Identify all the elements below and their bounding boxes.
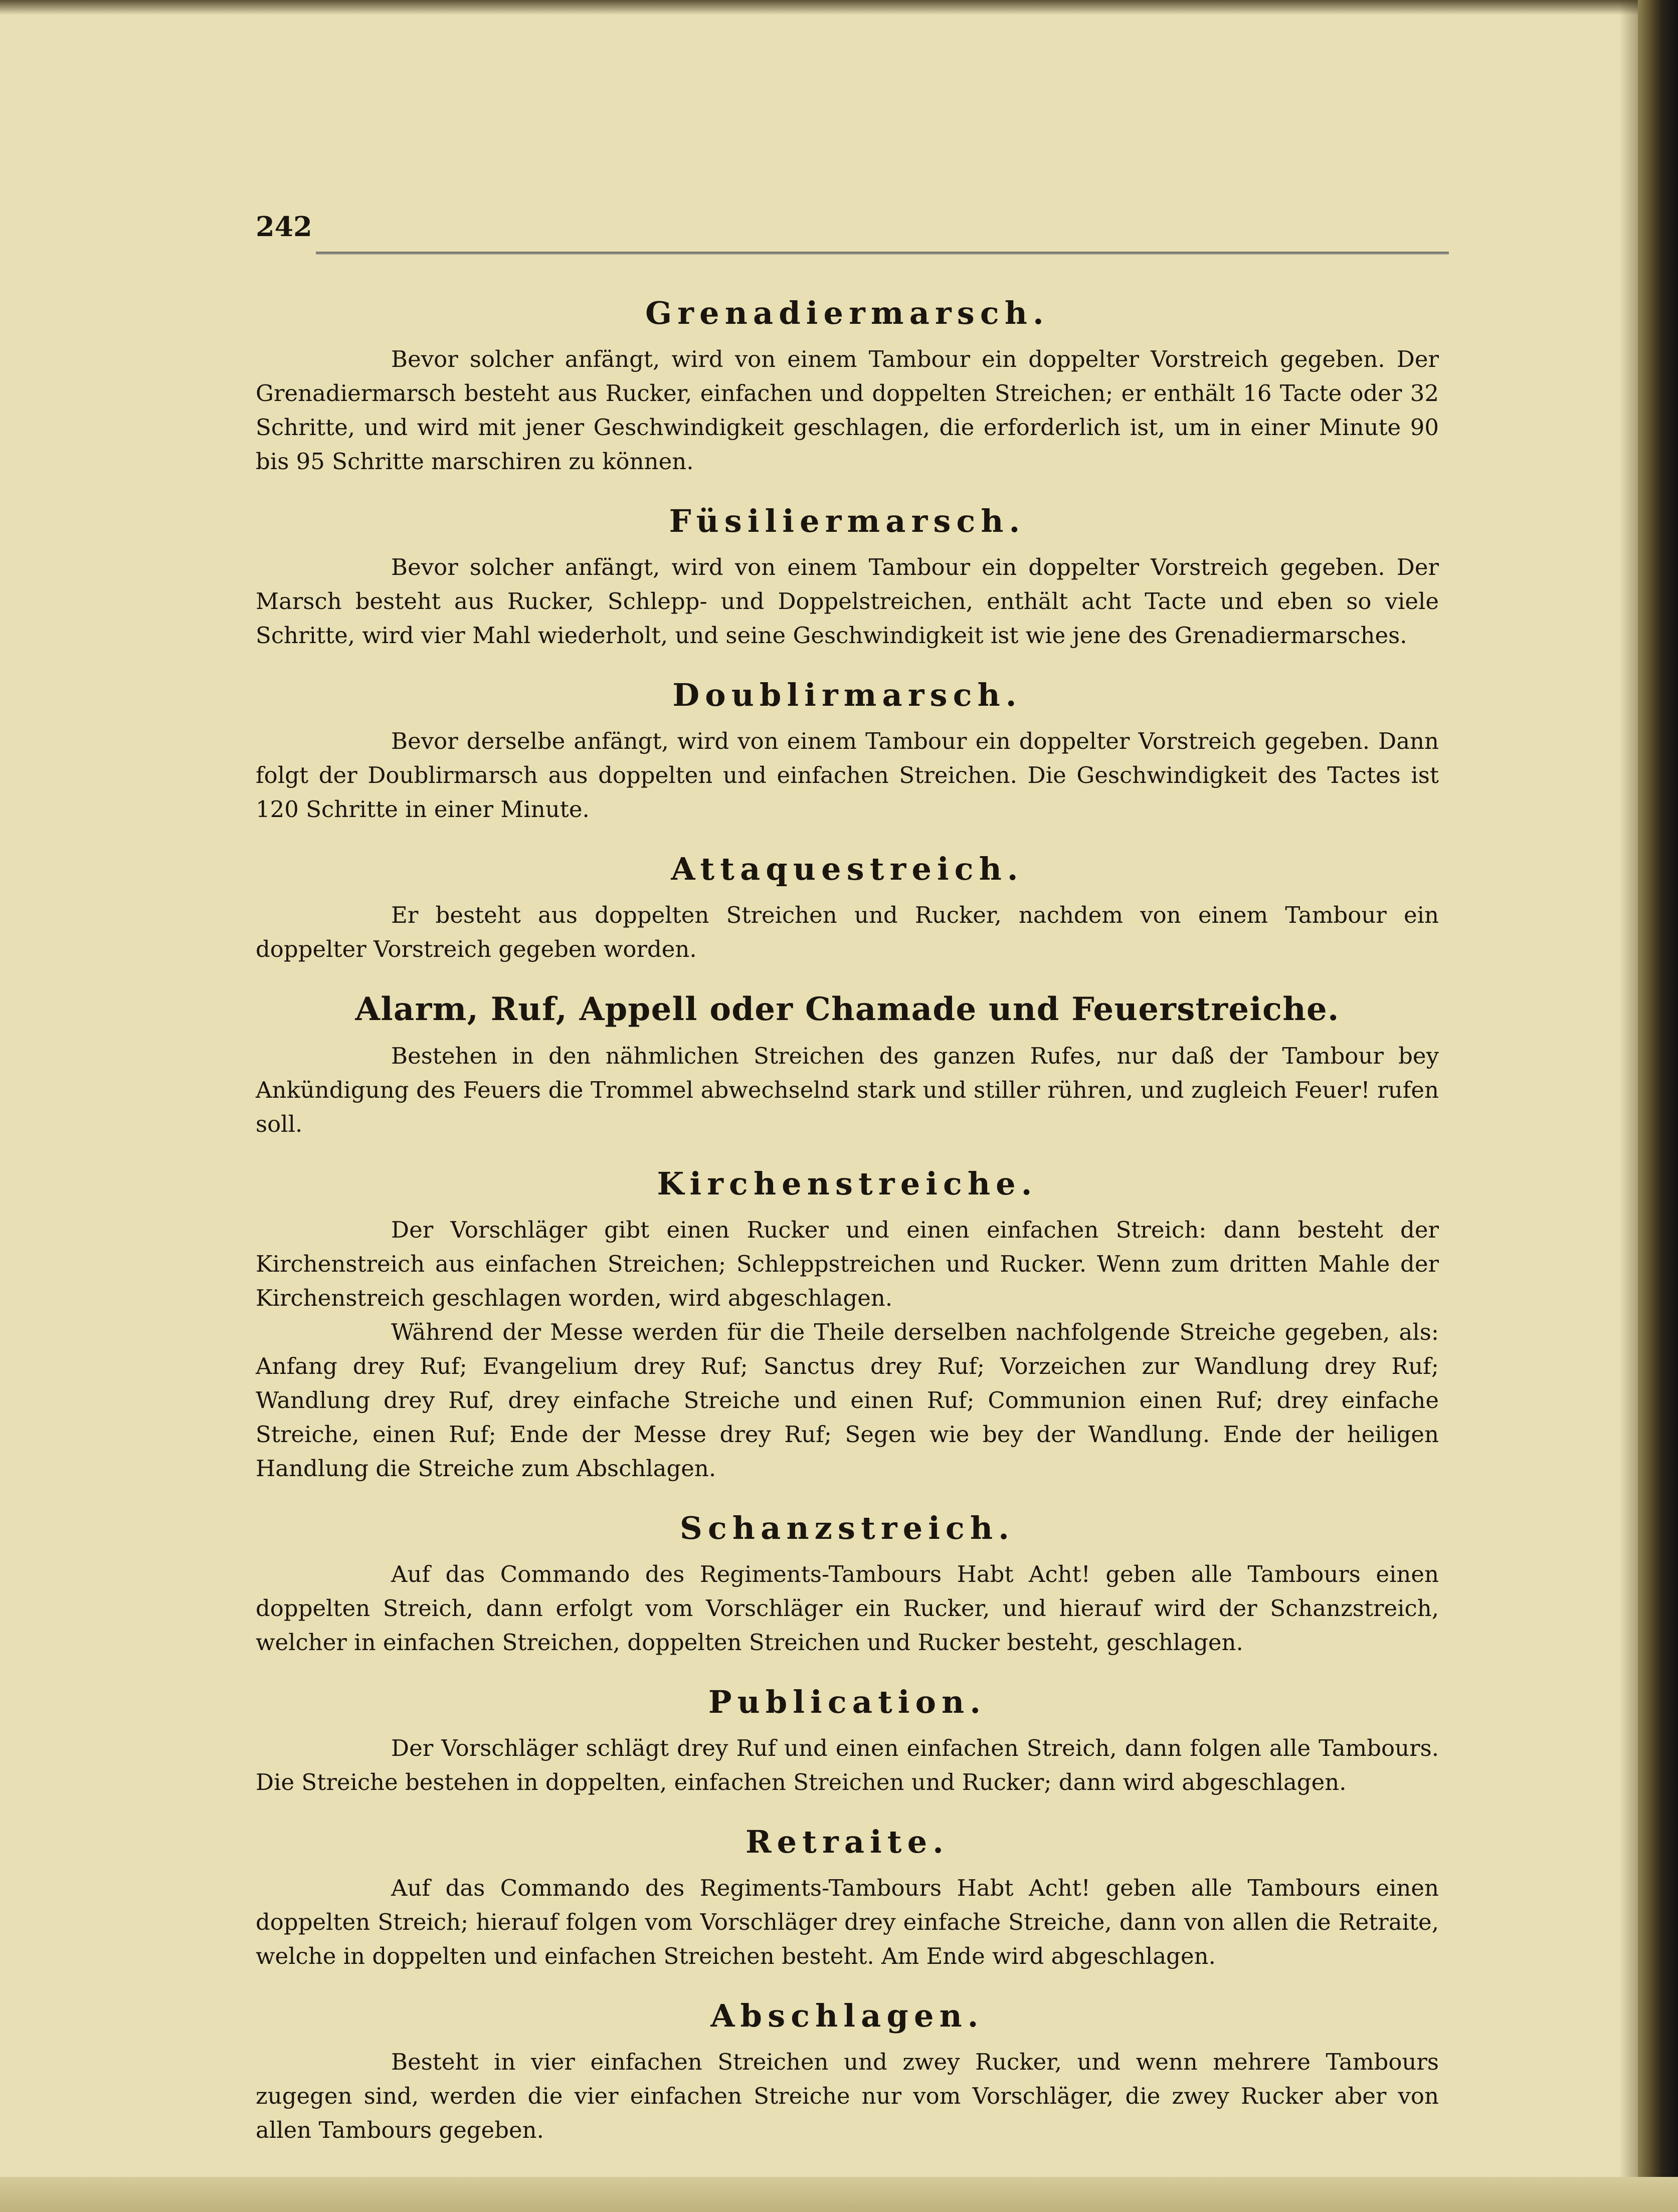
- section-kirchenstreiche: [256, 1165, 1439, 1486]
- page-number: 242: [256, 211, 312, 243]
- section-heading: Attaquestreich.: [671, 851, 1024, 887]
- book-spine-edge: [1638, 0, 1678, 2212]
- section-paragraph: Der Vorschläger schlägt drey Ruf und einen einfachen Streich, dann folgen alle Tambours. Die Streiche bestehen in doppelten, einfachen Streichen und Rucker; dann wird abgeschlagen.: [256, 1735, 1439, 1795]
- section-alarm-ruf-appell: [256, 990, 1439, 1141]
- section-attaquestreich: [256, 851, 1439, 966]
- section-paragraph: Auf das Commando des Regiments-Tambours Habt Acht! geben alle Tambours einen doppelten Streich; hierauf folgen vom Vorschläger drey einfache Streiche, dann von allen die Retraite, welche in doppelten und einfachen Streichen besteht. Am Ende wird abgeschlagen.: [256, 1875, 1439, 1969]
- section-heading: Füsiliermarsch.: [669, 503, 1026, 539]
- section-retraite: [256, 1824, 1439, 1973]
- section-heading: Abschlagen.: [710, 1997, 984, 2034]
- section-publication: [256, 1684, 1439, 1799]
- scan-bottom-edge: [0, 2177, 1678, 2212]
- section-heading: Alarm, Ruf, Appell oder Chamade und Feuerstreiche.: [355, 990, 1340, 1028]
- scan-top-shadow: [0, 0, 1678, 15]
- section-paragraph: Auf das Commando des Regiments-Tambours Habt Acht! geben alle Tambours einen doppelten Streich, dann erfolgt vom Vorschläger ein Rucker, und hierauf wird der Schanzstreich, welcher in einfachen Streichen, doppelten Streichen und Rucker besteht, geschlagen.: [256, 1561, 1439, 1656]
- page-content: [256, 271, 1439, 2147]
- section-heading: Grenadiermarsch.: [645, 295, 1049, 331]
- section-paragraph: Bevor solcher anfängt, wird von einem Tambour ein doppelter Vorstreich gegeben. Der Marsch besteht aus Rucker, Schlepp- und Doppelstreichen, enthält acht Tacte und eben so viele Schritte, wird vier Mahl wiederholt, und seine Geschwindigkeit ist wie jene des Grenadiermarsches.: [256, 554, 1439, 649]
- section-paragraph: Bevor solcher anfängt, wird von einem Tambour ein doppelter Vorstreich gegeben. Der Grenadiermarsch besteht aus Rucker, einfachen und doppelten Streichen; er enthält 16 Tacte oder 32 Schritte, und wird mit jener Geschwindigkeit geschlagen, die erforderlich ist, um in einer Minute 90 bis 95 Schritte marschiren zu können.: [256, 346, 1439, 475]
- section-paragraph: Besteht in vier einfachen Streichen und zwey Rucker, und wenn mehrere Tambours zugegen sind, werden die vier einfachen Streiche nur vom Vorschläger, die zwey Rucker aber von allen Tambours gegeben.: [256, 2049, 1439, 2143]
- section-paragraph: Der Vorschläger gibt einen Rucker und einen einfachen Streich: dann besteht der Kirchenstreich aus einfachen Streichen; Schleppstreichen und Rucker. Wenn zum dritten Mahle der Kirchenstreich geschlagen worden, wird abgeschlagen.: [256, 1217, 1439, 1311]
- section-schanzstreich: [256, 1510, 1439, 1660]
- section-grenadiermarsch: [256, 295, 1439, 479]
- section-doublirmarsch: [256, 677, 1439, 827]
- section-heading: Doublirmarsch.: [672, 677, 1022, 713]
- section-paragraph: Bestehen in den nähmlichen Streichen des ganzen Rufes, nur daß der Tambour bey Ankündigung des Feuers die Trommel abwechselnd stark und stiller rühren, und zugleich Feuer! rufen soll.: [256, 1043, 1439, 1137]
- header-rule: [316, 252, 1449, 255]
- section-abschlagen: [256, 1997, 1439, 2147]
- section-heading: Retraite.: [745, 1824, 950, 1860]
- section-fuesiliermarsch: [256, 503, 1439, 653]
- section-paragraph: Bevor derselbe anfängt, wird von einem Tambour ein doppelter Vorstreich gegeben. Dann folgt der Doublirmarsch aus doppelten und einfachen Streichen. Die Geschwindigkeit des Tactes ist 120 Schritte in einer Minute.: [256, 728, 1439, 823]
- section-heading: Schanzstreich.: [680, 1510, 1015, 1546]
- section-heading: Kirchenstreiche.: [657, 1165, 1038, 1202]
- section-heading: Publication.: [708, 1684, 987, 1720]
- section-paragraph: Er besteht aus doppelten Streichen und Rucker, nachdem von einem Tambour ein doppelter Vorstreich gegeben worden.: [256, 902, 1439, 962]
- section-paragraph: Während der Messe werden für die Theile derselben nachfolgende Streiche gegeben, als: Anfang drey Ruf; Evangelium drey Ruf; Sanctus drey Ruf; Vorzeichen zur Wandlung drey Ruf; Wandlung drey Ruf, drey einfache Streiche und einen Ruf; Communion einen Ruf; drey einfache Streiche, einen Ruf; Ende der Messe drey Ruf; Segen wie bey der Wandlung. Ende der heiligen Handlung die Streiche zum Abschlagen.: [256, 1319, 1439, 1482]
